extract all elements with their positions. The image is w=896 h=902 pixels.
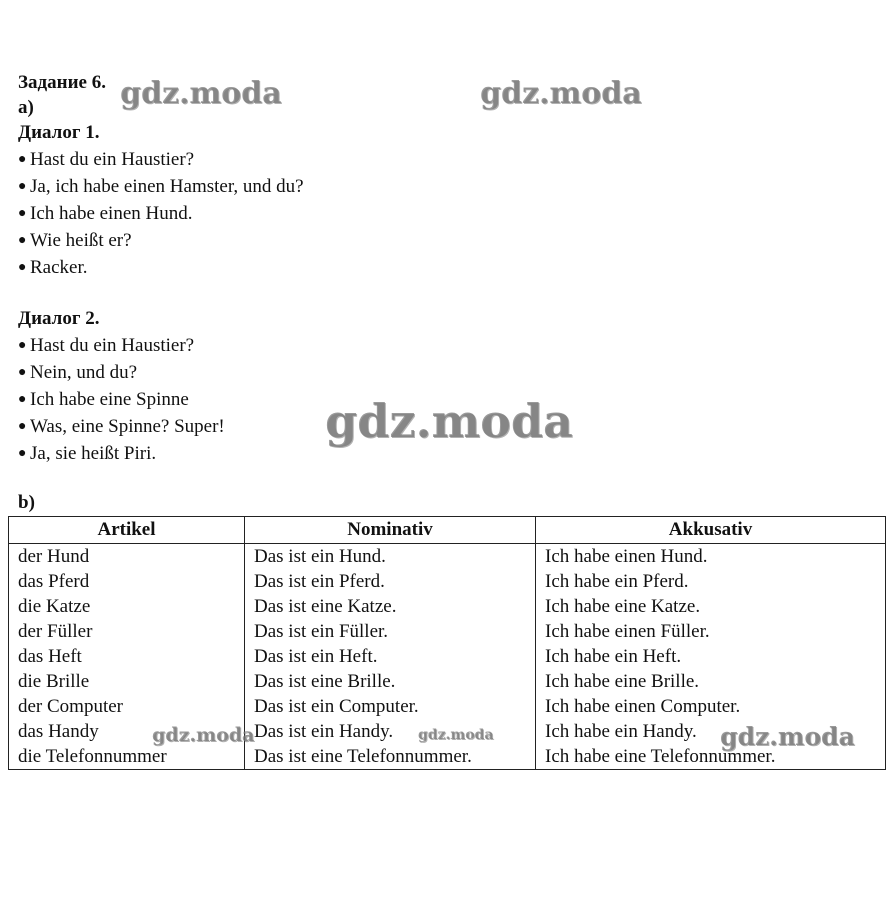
table-cell: Das ist ein Handy. xyxy=(245,719,536,744)
watermark: gdz.moda xyxy=(152,724,255,746)
table-cell: Ich habe einen Füller. xyxy=(536,619,886,644)
dialog-line: ● Ja, ich habe einen Hamster, und du? xyxy=(18,173,304,200)
table-cell: der Hund xyxy=(9,544,245,570)
table-cell: Ich habe ein Heft. xyxy=(536,644,886,669)
dialog-line: ● Was, eine Spinne? Super! xyxy=(18,413,225,440)
table-header-row xyxy=(9,517,886,544)
watermark: gdz.moda xyxy=(120,76,282,111)
watermark: gdz.moda xyxy=(480,76,642,111)
table-row xyxy=(9,694,886,719)
bullet-icon: ● xyxy=(18,392,27,407)
table-cell: Ich habe eine Brille. xyxy=(536,669,886,694)
table-cell: die Brille xyxy=(9,669,245,694)
table-row xyxy=(9,744,886,770)
dialog-line: ● Ja, sie heißt Piri. xyxy=(18,440,225,467)
table-cell: das Heft xyxy=(9,644,245,669)
column-header-akkusativ: Akkusativ xyxy=(536,517,886,544)
table-cell: Das ist ein Heft. xyxy=(245,644,536,669)
table-row xyxy=(9,644,886,669)
table-row xyxy=(9,594,886,619)
dialog-line: ● Nein, und du? xyxy=(18,359,225,386)
dialog-2-lines xyxy=(18,332,225,467)
watermark: gdz.moda xyxy=(720,722,855,751)
table-row xyxy=(9,569,886,594)
table-cell: Das ist eine Telefonnummer. xyxy=(245,744,536,770)
table-cell: das Handy xyxy=(9,719,245,744)
table-cell: Ich habe ein Pferd. xyxy=(536,569,886,594)
table-cell: der Füller xyxy=(9,619,245,644)
table-cell: die Telefonnummer xyxy=(9,744,245,770)
grammar-table xyxy=(8,516,886,770)
table-cell: Ich habe einen Computer. xyxy=(536,694,886,719)
dialog-line: ● Hast du ein Haustier? xyxy=(18,332,225,359)
dialog-1-title: Диалог 1. xyxy=(18,122,100,143)
table-cell: Das ist ein Computer. xyxy=(245,694,536,719)
bullet-icon: ● xyxy=(18,446,27,461)
table-cell: die Katze xyxy=(9,594,245,619)
dialog-line: ● Racker. xyxy=(18,254,304,281)
table-cell: der Computer xyxy=(9,694,245,719)
bullet-icon: ● xyxy=(18,206,27,221)
watermark: gdz.moda xyxy=(325,394,573,448)
table-cell: Das ist eine Katze. xyxy=(245,594,536,619)
dialog-line: ● Hast du ein Haustier? xyxy=(18,146,304,173)
bullet-icon: ● xyxy=(18,179,27,194)
part-b-label: b) xyxy=(18,492,35,513)
table-cell: Ich habe eine Katze. xyxy=(536,594,886,619)
table-cell: Das ist ein Füller. xyxy=(245,619,536,644)
table-cell: Ich habe eine Telefonnummer. xyxy=(536,744,886,770)
dialog-line: ● Ich habe einen Hund. xyxy=(18,200,304,227)
table-cell: Ich habe einen Hund. xyxy=(536,544,886,570)
dialog-2-title: Диалог 2. xyxy=(18,308,100,329)
table-row xyxy=(9,719,886,744)
bullet-icon: ● xyxy=(18,233,27,248)
bullet-icon: ● xyxy=(18,260,27,275)
dialog-line: ● Wie heißt er? xyxy=(18,227,304,254)
table-cell: Das ist eine Brille. xyxy=(245,669,536,694)
table-cell: das Pferd xyxy=(9,569,245,594)
table-cell: Ich habe ein Handy. xyxy=(536,719,886,744)
bullet-icon: ● xyxy=(18,419,27,434)
dialog-line: ● Ich habe eine Spinne xyxy=(18,386,225,413)
table-row xyxy=(9,544,886,570)
table-cell: Das ist ein Pferd. xyxy=(245,569,536,594)
table-cell: Das ist ein Hund. xyxy=(245,544,536,570)
bullet-icon: ● xyxy=(18,338,27,353)
task-title: Задание 6. xyxy=(18,72,106,93)
table-row xyxy=(9,669,886,694)
bullet-icon: ● xyxy=(18,152,27,167)
table-row xyxy=(9,619,886,644)
watermark: gdz.moda xyxy=(418,727,494,743)
column-header-nominativ: Nominativ xyxy=(245,517,536,544)
column-header-artikel: Artikel xyxy=(9,517,245,544)
dialog-1-lines xyxy=(18,146,304,281)
part-a-label: а) xyxy=(18,97,34,118)
bullet-icon: ● xyxy=(18,365,27,380)
